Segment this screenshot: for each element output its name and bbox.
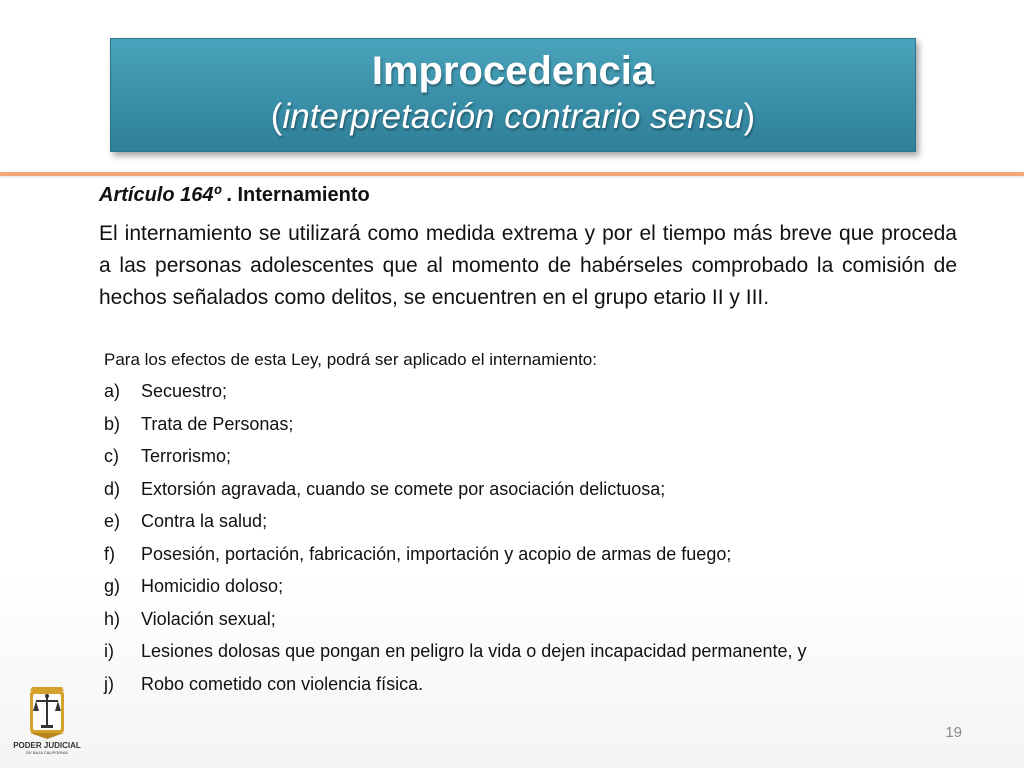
article-title: . Internamiento — [220, 184, 370, 206]
list-item-marker: e) — [104, 511, 121, 531]
page-number: 19 — [945, 724, 962, 741]
list-item-marker: g) — [104, 576, 121, 596]
list-item-marker: i) — [104, 641, 114, 661]
list-item-marker: b) — [104, 413, 121, 434]
list-item — [104, 478, 864, 501]
list-item-text: Robo cometido con violencia física. — [141, 673, 424, 694]
list-item-marker: d) — [104, 478, 121, 499]
logo-text — [12, 741, 82, 755]
subtitle-open-paren: ( — [270, 97, 283, 136]
offense-list — [104, 380, 864, 705]
list-item — [104, 445, 864, 468]
title-box — [110, 38, 916, 152]
logo-line1: PODER JUDICIAL — [13, 741, 81, 750]
list-item-text: Posesión, portación, fabricación, importación y acopio de armas de fuego; — [141, 543, 732, 564]
slide-title: Improcedencia — [371, 49, 655, 93]
list-item-text: Extorsión agravada, cuando se comete por asociación delictuosa; — [141, 478, 666, 499]
list-item-marker: c) — [104, 446, 119, 466]
list-intro: Para los efectos de esta Ley, podrá ser aplicado el internamiento: — [104, 350, 597, 369]
title-separator — [0, 172, 1024, 176]
list-item-text: Trata de Personas; — [141, 413, 294, 434]
list-item — [104, 673, 864, 696]
list-item-marker: j) — [104, 673, 114, 694]
list-item-text: Contra la salud; — [141, 511, 268, 531]
list-item — [104, 640, 864, 663]
list-item-text: Terrorismo; — [141, 446, 232, 466]
list-item-marker: h) — [104, 608, 121, 629]
list-item — [104, 413, 864, 436]
list-item — [104, 510, 864, 533]
list-item-text: Lesiones dolosas que pongan en peligro la vida o dejen incapacidad permanente, y — [141, 641, 807, 661]
list-item-text: Violación sexual; — [141, 608, 276, 629]
list-item-marker: f) — [104, 543, 115, 564]
list-item-marker: a) — [104, 381, 121, 401]
subtitle-close-paren: ) — [743, 97, 756, 136]
poder-judicial-logo — [12, 681, 82, 761]
scales-of-justice-icon — [12, 681, 82, 741]
article-number: Artículo 164º — [99, 184, 221, 206]
list-item-text: Secuestro; — [141, 381, 228, 401]
list-item — [104, 608, 864, 631]
list-item — [104, 575, 864, 598]
list-item-text: Homicidio doloso; — [141, 576, 284, 596]
article-heading — [99, 182, 370, 208]
article-paragraph: El internamiento se utilizará como medida extrema y por el tiempo más breve que proceda a las personas adolescentes que al momento de habérseles comprobado la comisión de hechos señalados como delitos, se encuentren en el grupo etario II y III. — [99, 222, 957, 309]
list-item — [104, 380, 864, 403]
list-item — [104, 543, 864, 566]
subtitle-text: interpretación contrario sensu — [282, 97, 744, 136]
logo-line2: DE BAJA CALIFORNIA — [26, 750, 68, 755]
slide-subtitle — [111, 95, 915, 139]
